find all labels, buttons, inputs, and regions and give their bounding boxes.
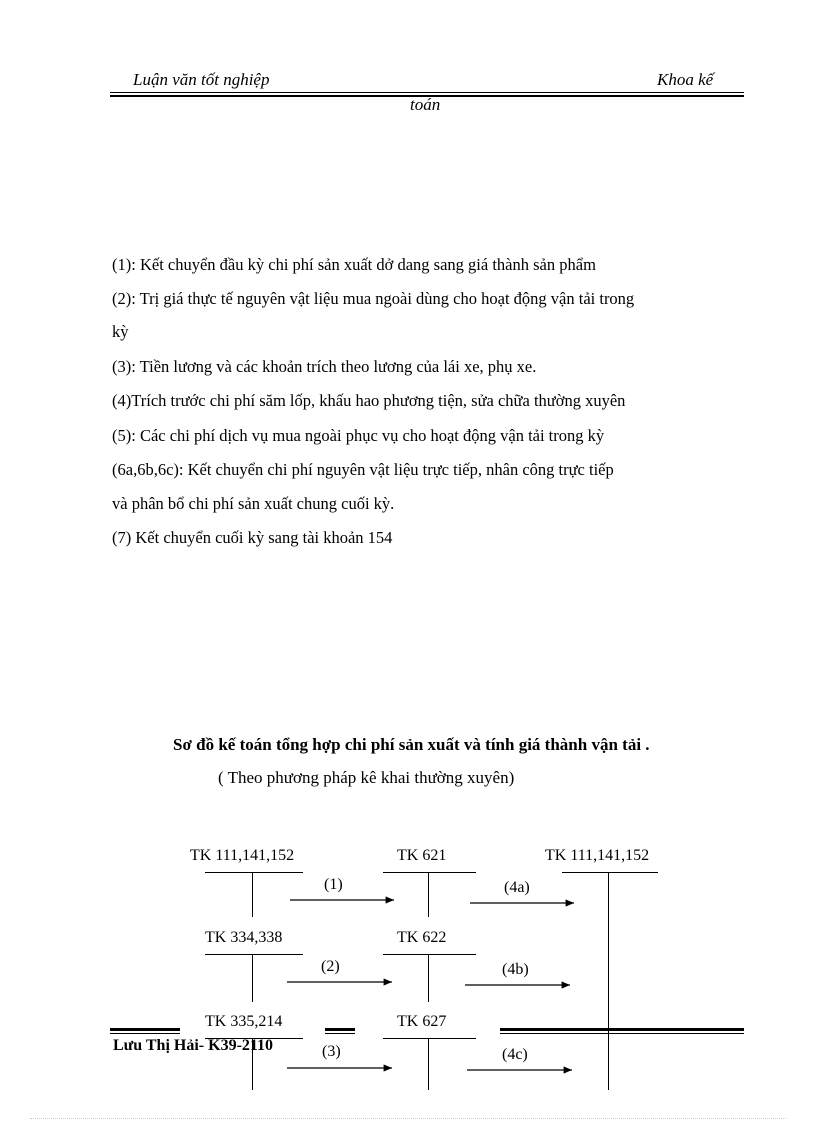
paragraph-line-5: (4)Trích trước chi phí săm lốp, khấu hao phương tiện, sửa chữa thường xuyên xyxy=(112,391,626,410)
footer-author: Lưu Thị Hải- K39-2110 xyxy=(113,1037,274,1054)
footer-rule xyxy=(110,1028,180,1031)
header-right: Khoa kế xyxy=(657,70,714,89)
arrow-label-4b: (4b) xyxy=(502,961,529,978)
footer-rule xyxy=(110,1033,180,1034)
header-continuation: toán xyxy=(410,95,441,114)
diagram-subtitle: ( Theo phương pháp kê khai thường xuyên) xyxy=(218,768,515,787)
account-col2-row3: TK 627 xyxy=(397,1013,447,1030)
footer-rule xyxy=(500,1033,744,1034)
page-bottom-rule xyxy=(30,1118,786,1119)
arrow-label-1: (1) xyxy=(324,876,343,893)
account-col3-row1: TK 111,141,152 xyxy=(545,847,650,864)
paragraph-line-6: (5): Các chi phí dịch vụ mua ngoài phục vụ cho hoạt động vận tải trong kỳ xyxy=(112,426,605,445)
account-col2-row2: TK 622 xyxy=(397,929,447,946)
paragraph-line-8: và phân bổ chi phí sản xuất chung cuối kỳ. xyxy=(112,494,395,513)
header-left: Luận văn tốt nghiệp xyxy=(133,70,270,89)
diagram-title: Sơ đồ kế toán tổng hợp chi phí sản xuất và tính giá thành vận tải . xyxy=(173,735,650,754)
arrow-label-4a: (4a) xyxy=(504,879,530,896)
account-col1-row1: TK 111,141,152 xyxy=(190,847,295,864)
arrow-label-4c: (4c) xyxy=(502,1046,528,1063)
paragraph-line-3: kỳ xyxy=(112,322,129,341)
paragraph-line-1: (1): Kết chuyển đầu kỳ chi phí sản xuất dở dang sang giá thành sản phẩm xyxy=(112,255,596,274)
account-col1-row2: TK 334,338 xyxy=(205,929,283,946)
paragraph-line-4: (3): Tiền lương và các khoản trích theo lương của lái xe, phụ xe. xyxy=(112,357,537,376)
account-col2-row1: TK 621 xyxy=(397,847,447,864)
arrow-label-2: (2) xyxy=(321,958,340,975)
footer-rule xyxy=(325,1028,355,1031)
footer-rule xyxy=(325,1033,355,1034)
account-col1-row3: TK 335,214 xyxy=(205,1013,283,1030)
paragraph-line-2: (2): Trị giá thực tế nguyên vật liệu mua ngoài dùng cho hoạt động vận tải trong xyxy=(112,289,635,308)
paragraph-line-9: (7) Kết chuyển cuối kỳ sang tài khoản 154 xyxy=(112,528,393,547)
footer-rule xyxy=(500,1028,744,1031)
paragraph-line-7: (6a,6b,6c): Kết chuyển chi phí nguyên vật liệu trực tiếp, nhân công trực tiếp xyxy=(112,460,614,479)
arrow-label-3: (3) xyxy=(322,1043,341,1060)
